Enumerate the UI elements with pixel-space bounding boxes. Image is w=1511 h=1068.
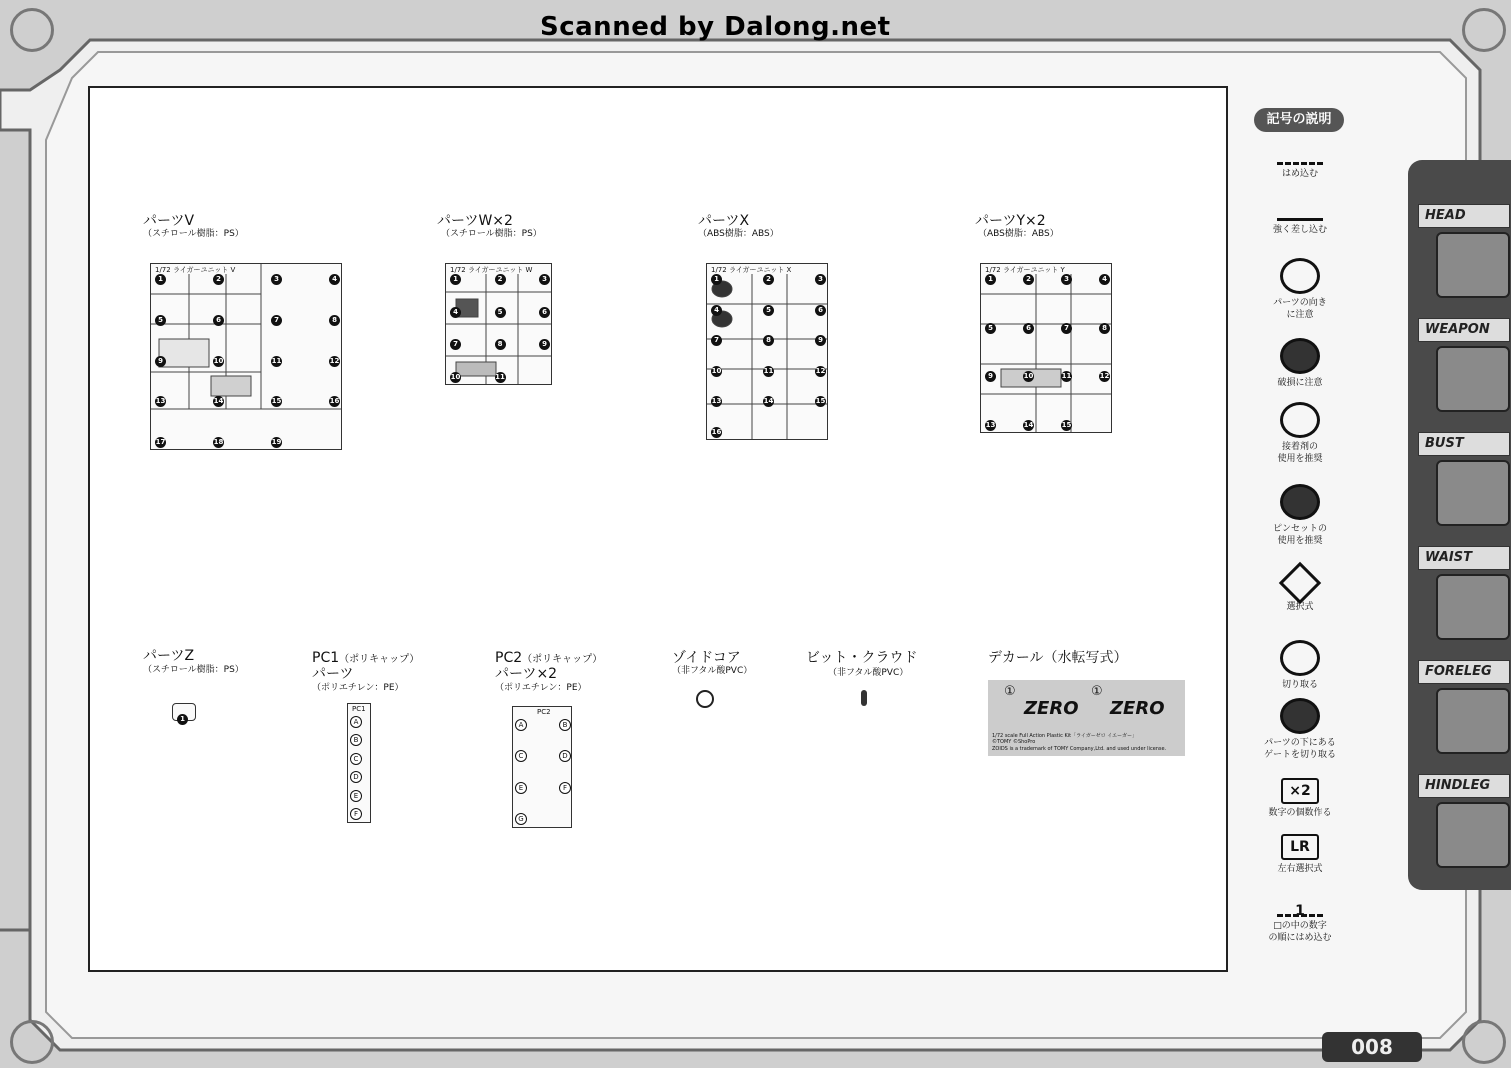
part-number-marker: 8	[1099, 323, 1110, 334]
part-number-marker: 10	[450, 373, 461, 381]
decal-fineprint-3: ZOIDS is a trademark of TOMY Company,Ltd. and used under license.	[992, 746, 1167, 752]
part-number-marker: 3	[539, 274, 550, 285]
part-number-marker: 10	[711, 366, 722, 375]
tweezers-icon	[1280, 484, 1320, 520]
part-number-marker: 5	[155, 315, 166, 326]
legend-item-2	[1232, 258, 1368, 321]
legend-item-7	[1232, 640, 1368, 691]
legend-label-2-1: に注意	[1286, 310, 1314, 320]
part-number-marker: 13	[155, 397, 166, 406]
part-number-marker: 17	[155, 438, 166, 446]
decal-fineprint-1: 1/72 scale Full Action Plastic Kit「ライガーゼロ イエーガー」	[992, 733, 1137, 739]
tab-hindleg[interactable]	[1418, 774, 1511, 874]
runner-x	[706, 263, 828, 440]
legend-item-3	[1232, 338, 1368, 389]
part-number-marker: 7	[271, 315, 282, 326]
part-number-marker: 1	[985, 274, 996, 285]
part-number-marker: 1	[450, 274, 461, 285]
cutter-icon	[1280, 640, 1320, 676]
part-number-marker: 10	[213, 356, 224, 365]
break-caution-icon	[1280, 338, 1320, 374]
part-number-marker: 1	[155, 274, 166, 285]
part-number-marker: 15	[815, 397, 826, 406]
legend-label-5-1: 使用を推奨	[1277, 536, 1323, 546]
bit-cloud-name: ビット・クラウド	[806, 650, 918, 666]
tab-thumbnail-icon	[1436, 232, 1510, 298]
runner-z	[172, 703, 196, 721]
tab-weapon[interactable]	[1418, 318, 1511, 418]
tab-foreleg[interactable]	[1418, 660, 1511, 760]
gate-cut-icon	[1280, 698, 1320, 734]
tab-bust[interactable]	[1418, 432, 1511, 532]
part-number-marker: 6	[539, 307, 550, 318]
part-number-marker: 6	[815, 305, 826, 316]
part-number-marker: 14	[213, 397, 224, 406]
part-number-marker: 10	[1023, 372, 1034, 381]
legend-item-6	[1232, 568, 1368, 613]
tab-label: HINDLEG	[1418, 774, 1510, 798]
part-number-marker: 16	[711, 428, 722, 436]
polycap-letter-marker: A	[350, 716, 362, 728]
part-number-marker: 2	[763, 274, 774, 285]
pc2-name-2: パーツ×2	[495, 666, 558, 682]
legend-badge-10: LR	[1290, 839, 1310, 855]
polycap-letter-marker: E	[515, 782, 527, 794]
decal-mark-1: ①	[1004, 684, 1016, 699]
polycap-letter-marker: D	[350, 771, 362, 783]
polycap-letter-marker: C	[350, 753, 362, 765]
tab-thumbnail-icon	[1436, 688, 1510, 754]
part-number-marker: 7	[1061, 323, 1072, 334]
tab-waist[interactable]	[1418, 546, 1511, 646]
bit-cloud-material: （非フタル酸PVC）	[828, 668, 909, 678]
zoid-core-icon	[696, 690, 714, 708]
part-number-marker: 14	[763, 397, 774, 406]
runner-v-header: 1/72 ライガーユニット V	[155, 266, 236, 274]
tab-thumbnail-icon	[1436, 346, 1510, 412]
part-number-marker: 16	[329, 397, 340, 406]
part-x-name: パーツX	[698, 213, 750, 229]
legend-label-9-0: 数字の個数作る	[1268, 808, 1332, 818]
pc1-code: PC1	[312, 650, 340, 666]
tab-head[interactable]	[1418, 204, 1511, 304]
decal-zero-logo-1: ZERO	[1024, 698, 1079, 719]
legend-item-4	[1232, 402, 1368, 465]
part-y-material: （ABS樹脂：ABS）	[978, 229, 1059, 239]
part-number-marker: 15	[1061, 421, 1072, 429]
part-z-material: （スチロール樹脂：PS）	[143, 665, 244, 675]
part-number-marker: 7	[450, 339, 461, 350]
part-number-marker: 2	[213, 274, 224, 285]
polycap-letter-marker: C	[515, 750, 527, 762]
legend-label-8-0: パーツの下にある	[1264, 738, 1336, 748]
part-number-marker: 7	[711, 335, 722, 346]
legend-badge-11: 1	[1295, 903, 1305, 919]
runner-pc2-header: PC2	[537, 708, 551, 716]
legend-label-4-0: 接着剤の	[1281, 442, 1318, 452]
part-number-marker: 2	[495, 274, 506, 285]
legend-label-8-1: ゲートを切り取る	[1263, 750, 1336, 760]
tab-label: FORELEG	[1418, 660, 1510, 684]
pc1-type: （ポリキャップ）	[339, 654, 420, 665]
legend-item-5	[1232, 484, 1368, 547]
part-number-marker: 3	[1061, 274, 1072, 285]
runner-pc2	[512, 706, 572, 828]
dashed-arrow-icon	[1277, 148, 1323, 165]
legend-label-1-0: 強く差し込む	[1272, 225, 1327, 235]
part-number-marker: 1	[711, 274, 722, 285]
corner-ornament-icon	[1462, 8, 1506, 52]
part-number-marker: 14	[1023, 421, 1034, 429]
decal-fineprint-2: ©TOMY ©ShoPro	[992, 739, 1036, 745]
legend-label-4-1: 使用を推奨	[1277, 454, 1323, 464]
runner-y	[980, 263, 1112, 433]
part-number-marker: 8	[763, 335, 774, 346]
runner-pc1-header: PC1	[352, 705, 366, 713]
tab-label: BUST	[1418, 432, 1510, 456]
part-number-marker: 19	[271, 438, 282, 446]
part-number-marker: 3	[271, 274, 282, 285]
pc2-code: PC2	[495, 650, 523, 666]
double-arrow-icon	[1277, 204, 1323, 221]
polycap-letter-marker: F	[350, 808, 362, 820]
part-z-name: パーツZ	[143, 648, 195, 664]
symbol-legend	[1232, 100, 1368, 948]
part-number-marker: 3	[815, 274, 826, 285]
legend-item-11	[1232, 900, 1368, 944]
legend-label-6-0: 選択式	[1286, 602, 1314, 612]
scan-credit: Scanned by Dalong.net	[540, 12, 891, 42]
page-number: 008	[1322, 1032, 1422, 1062]
runner-x-header: 1/72 ライガーユニット X	[711, 266, 792, 274]
runner-v	[150, 263, 342, 450]
legend-item-10	[1232, 834, 1368, 875]
numbered-insert-icon	[1277, 900, 1323, 917]
section-tabs	[1408, 160, 1511, 890]
polycap-letter-marker: B	[350, 734, 362, 746]
polycap-letter-marker: F	[559, 782, 571, 794]
part-number-marker: 11	[763, 366, 774, 375]
part-number-marker: 12	[815, 366, 826, 375]
legend-label-7-0: 切り取る	[1281, 680, 1318, 690]
left-right-icon	[1281, 834, 1319, 860]
tab-thumbnail-icon	[1436, 574, 1510, 640]
part-number-marker: 4	[450, 307, 461, 318]
part-w-name: パーツW×2	[437, 213, 513, 229]
part-number-marker: 5	[763, 305, 774, 316]
part-number-marker: 12	[1099, 372, 1110, 381]
part-number-marker: 13	[985, 421, 996, 429]
runner-x-grid	[707, 264, 827, 439]
part-number-marker: 9	[155, 356, 166, 367]
zoid-core-name: ゾイドコア	[672, 650, 741, 666]
runner-pc1	[347, 703, 371, 823]
part-number-marker: 8	[495, 339, 506, 350]
legend-label-2-0: パーツの向き	[1273, 298, 1327, 308]
part-number-marker: 6	[1023, 323, 1034, 334]
decal-name: デカール（水転写式）	[988, 650, 1128, 666]
part-number-marker: 11	[495, 373, 505, 381]
pc1-material: （ポリエチレン：PE）	[312, 683, 404, 693]
tab-thumbnail-icon	[1436, 802, 1510, 868]
part-number-marker: 12	[329, 356, 340, 365]
polycap-letter-marker: G	[515, 813, 527, 825]
legend-title: 記号の説明	[1254, 108, 1344, 132]
part-number-marker: 4	[1099, 274, 1110, 285]
part-number-marker: 13	[711, 397, 722, 406]
runner-w	[445, 263, 552, 385]
runner-y-grid	[981, 264, 1111, 432]
polycap-letter-marker: B	[559, 719, 571, 731]
part-number-marker: 4	[329, 274, 340, 285]
legend-label-3-0: 破損に注意	[1277, 378, 1323, 388]
legend-label-0-0: はめ込む	[1281, 169, 1318, 179]
zoid-core-material: （非フタル酸PVC）	[672, 666, 753, 676]
tab-label: HEAD	[1418, 204, 1510, 228]
decal-zero-logo-2: ZERO	[1110, 698, 1165, 719]
part-number-marker: 6	[213, 315, 224, 326]
part-number-marker: 9	[815, 335, 826, 346]
runner-y-header: 1/72 ライガーユニット Y	[985, 266, 1065, 274]
part-number-marker: 5	[495, 307, 506, 318]
part-number-marker: 9	[539, 339, 550, 350]
glue-icon	[1280, 402, 1320, 438]
pc2-material: （ポリエチレン：PE）	[495, 683, 587, 693]
part-number-marker: 11	[1061, 372, 1072, 381]
part-number-marker: 4	[711, 305, 722, 316]
pc1-name-2: パーツ	[312, 666, 354, 682]
legend-item-8	[1232, 698, 1368, 761]
part-number-marker: 9	[985, 371, 996, 382]
legend-label-10-0: 左右選択式	[1277, 864, 1323, 874]
part-number-marker: 1	[177, 714, 188, 725]
part-number-marker: 5	[985, 323, 996, 334]
corner-ornament-icon	[10, 8, 54, 52]
select-diamond-icon	[1279, 562, 1321, 604]
x2-icon	[1281, 778, 1319, 804]
part-number-marker: 15	[271, 397, 282, 406]
legend-item-0	[1232, 148, 1368, 180]
tab-label: WAIST	[1418, 546, 1510, 570]
parts-list-panel	[88, 86, 1228, 972]
legend-badge-9: ×2	[1289, 783, 1311, 799]
part-number-marker: 8	[329, 315, 340, 326]
pc2-type: （ポリキャップ）	[522, 654, 603, 665]
part-v-name: パーツV	[143, 213, 195, 229]
part-x-material: （ABS樹脂：ABS）	[698, 229, 779, 239]
polycap-letter-marker: D	[559, 750, 571, 762]
part-y-name: パーツY×2	[975, 213, 1046, 229]
decal-mark-2: ①	[1091, 684, 1103, 699]
decal-sheet	[988, 680, 1185, 756]
polycap-letter-marker: A	[515, 719, 527, 731]
polycap-letter-marker: E	[350, 790, 362, 802]
part-number-marker: 11	[271, 356, 282, 365]
warning-circle-icon	[1280, 258, 1320, 294]
part-number-marker: 18	[213, 438, 224, 446]
runner-v-grid	[151, 264, 341, 449]
part-number-marker: 2	[1023, 274, 1034, 285]
runner-w-header: 1/72 ライガーユニット W	[450, 266, 533, 274]
bit-cloud-figure-icon	[861, 690, 867, 706]
legend-item-1	[1232, 204, 1368, 236]
corner-ornament-icon	[10, 1020, 54, 1064]
legend-item-9	[1232, 778, 1368, 819]
tab-label: WEAPON	[1418, 318, 1510, 342]
corner-ornament-icon	[1462, 1020, 1506, 1064]
legend-label-5-0: ピンセットの	[1272, 524, 1327, 534]
legend-label-11-0: □の中の数字	[1273, 921, 1327, 931]
part-v-material: （スチロール樹脂：PS）	[143, 229, 244, 239]
tab-thumbnail-icon	[1436, 460, 1510, 526]
legend-label-11-1: の順にはめ込む	[1268, 933, 1332, 943]
part-w-material: （スチロール樹脂：PS）	[441, 229, 542, 239]
